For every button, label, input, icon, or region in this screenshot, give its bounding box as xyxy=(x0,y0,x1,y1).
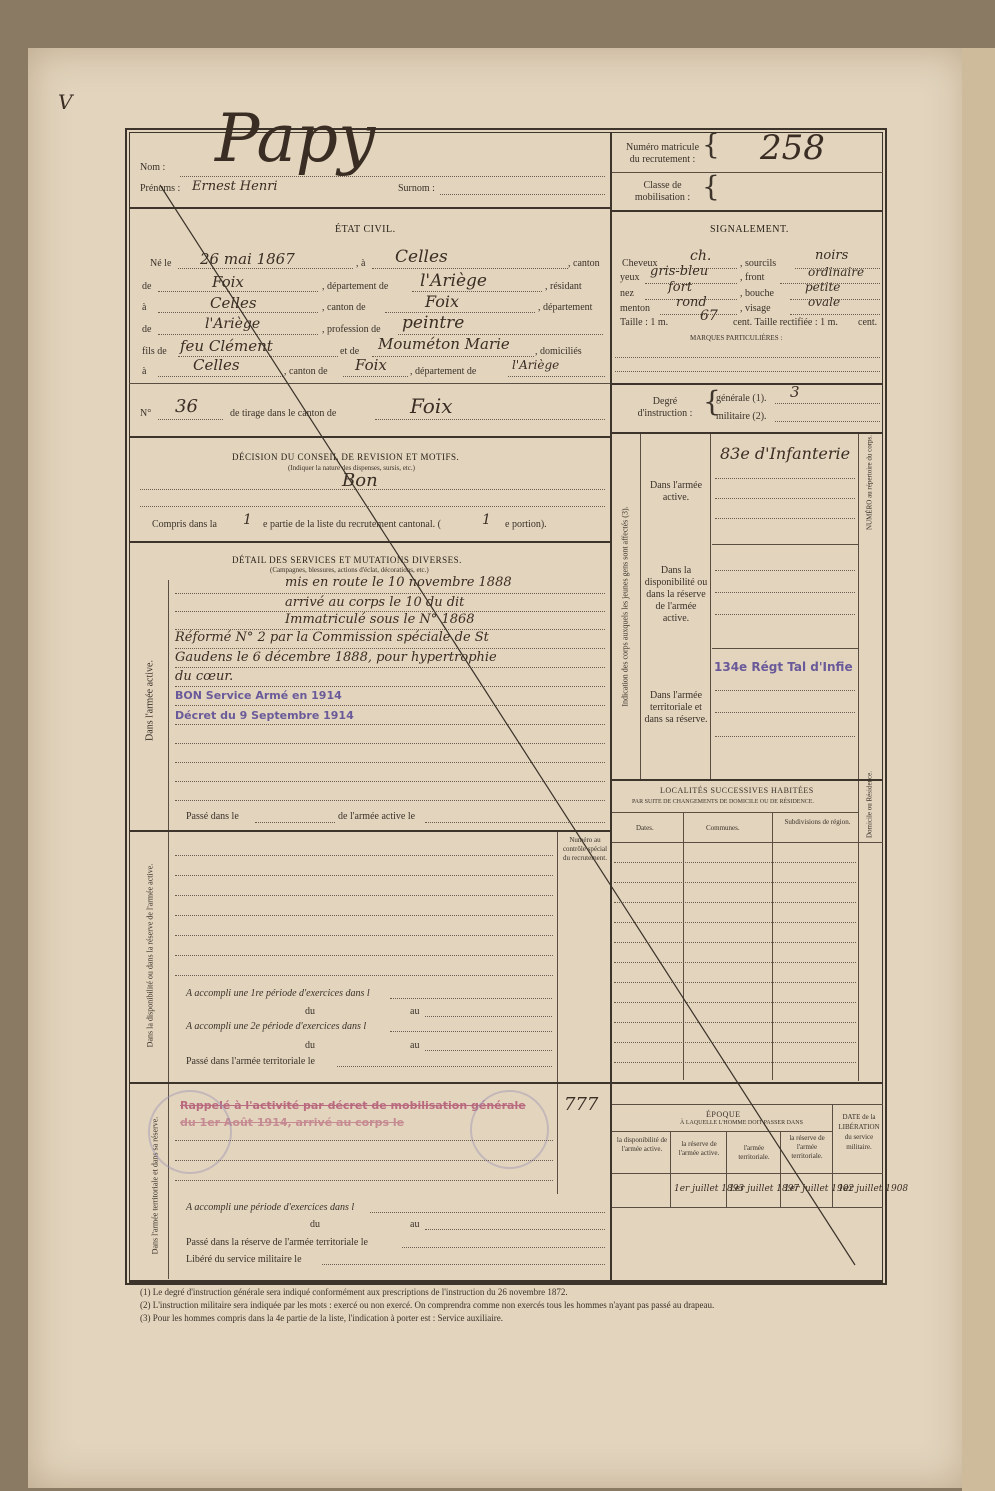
nickname-label: Surnom : xyxy=(398,183,435,194)
bouche-label: , bouche xyxy=(740,288,774,299)
a3-label: à xyxy=(142,366,147,377)
corps-reserve-label: Dans la disponibilité ou dans la réserve de l'armée active. xyxy=(644,565,708,624)
decision-value: Bon xyxy=(342,470,378,491)
visage-label: , visage xyxy=(740,303,771,314)
instruction-militaire-label: militaire (2). xyxy=(716,411,767,422)
residence-canton: Foix xyxy=(425,292,459,311)
terr-libere-label: Libéré du service militaire le xyxy=(186,1254,302,1265)
periode2-du: du xyxy=(305,1040,315,1051)
tirage-canton: Foix xyxy=(410,394,453,418)
matricule-brace: { xyxy=(702,128,720,161)
epoque-col-1: la disponibilité de l'armée active. xyxy=(616,1136,668,1153)
parents-canton: Foix xyxy=(355,356,387,374)
et-de-label: et de xyxy=(340,346,360,357)
firstname-value: Ernest Henri xyxy=(192,179,278,194)
corps-active-label: Dans l'armée active. xyxy=(649,480,703,503)
partie-value: 1 xyxy=(243,512,252,528)
matricule-value: 258 xyxy=(760,128,825,168)
surname-label: Nom : xyxy=(140,162,166,173)
passe-territoriale-label: Passé dans l'armée territoriale le xyxy=(186,1056,315,1067)
tirage-text: de tirage dans le canton de xyxy=(230,408,337,419)
localites-col-subdivisions: Subdivisions de région. xyxy=(784,818,851,826)
cheveux-label: Cheveux xyxy=(622,258,658,269)
epoque-value-5: 1er juillet 1908 xyxy=(838,1184,909,1194)
corps-territoriale-label: Dans l'armée territoriale et dans sa réserve. xyxy=(644,690,708,725)
father-value: feu Clément xyxy=(180,337,273,355)
service-stamp-2: Décret du 9 Septembre 1914 xyxy=(175,709,354,722)
menton-label: menton xyxy=(620,303,650,314)
localites-col-dates: Dates. xyxy=(636,824,654,832)
margin-check-mark: V xyxy=(58,90,73,114)
yeux-label: yeux xyxy=(620,272,640,283)
corps-numero-label: NUMÉRO au répertoire du corps. xyxy=(865,434,874,531)
terr-du: du xyxy=(310,1219,320,1230)
terr-side-label: Dans l'armée territoriale et dans sa réserve. xyxy=(150,1116,160,1255)
birth-date: 26 mai 1867 xyxy=(200,250,295,268)
periode1-du: du xyxy=(305,1006,315,1017)
etat-civil-title: ÉTAT CIVIL. xyxy=(335,224,396,235)
compris-label: Compris dans la xyxy=(152,519,217,530)
taille-rect-label: cent. Taille rectifiée : 1 m. xyxy=(733,317,838,328)
sourcils-label: , sourcils xyxy=(740,258,777,269)
decision-title: DÉCISION DU CONSEIL DE REVISION ET MOTIFS. xyxy=(232,452,460,462)
epoque-value-4: 1er juillet 1902 xyxy=(784,1184,855,1194)
canton-de2-label: , canton de xyxy=(284,366,328,377)
service-line-1: mis en route le 10 novembre 1888 xyxy=(285,575,512,590)
terr-number: 777 xyxy=(564,1094,599,1115)
fils-de-label: fils de xyxy=(142,346,167,357)
a2-label: à xyxy=(142,302,147,313)
de-label: de xyxy=(142,281,152,292)
epoque-date-title: DATE de la LIBÉRATION du service militaire. xyxy=(838,1113,880,1151)
signalement-title: SIGNALEMENT. xyxy=(710,224,789,235)
residant-label: , résidant xyxy=(545,281,582,292)
parents-dept: l'Ariège xyxy=(512,358,560,372)
services-title: DÉTAIL DES SERVICES ET MUTATIONS DIVERSES. xyxy=(232,555,462,565)
passe-active-label: Passé dans le xyxy=(186,811,239,822)
firstname-label: Prénoms : xyxy=(140,183,181,194)
terr-au: au xyxy=(410,1219,420,1230)
periode2-au: au xyxy=(410,1040,420,1051)
rappel-stamp-2: du 1er Août 1914, arrivé au corps le xyxy=(180,1116,405,1129)
epoque-col-4: la réserve de l'armée territoriale. xyxy=(789,1134,825,1160)
corps-territoriale-stamp: 134e Régt Tal d'Infie xyxy=(714,660,853,674)
epoque-subtitle: À LAQUELLE L'HOMME DOIT PASSER DANS xyxy=(680,1120,803,1126)
departement2-label: , département xyxy=(538,302,593,313)
canton-de-label: , canton de xyxy=(322,302,366,313)
epoque-value-3: 1er juillet 1897 xyxy=(729,1184,800,1194)
parents-place: Celles xyxy=(193,356,240,374)
residence-dept: l'Ariège xyxy=(205,316,261,332)
service-stamp-1: BON Service Armé en 1914 xyxy=(175,689,342,702)
service-line-4: Réformé N° 2 par la Commission spéciale de St xyxy=(175,630,489,645)
epoque-value-2: 1er juillet 1893 xyxy=(674,1184,745,1194)
periode1-label: A accompli une 1re période d'exercices dans l xyxy=(186,988,370,999)
services-side-label: Dans l'armée active. xyxy=(144,660,156,741)
periode1-au: au xyxy=(410,1006,420,1017)
service-line-2: arrivé au corps le 10 du dit xyxy=(285,595,465,610)
portion-text: e portion). xyxy=(505,519,547,530)
periode2-label: A accompli une 2e période d'exercices dans l xyxy=(186,1021,367,1032)
numero-controle-label: Numéro au contrôle spécial du recrutement. xyxy=(562,836,608,862)
tirage-no-value: 36 xyxy=(175,396,198,417)
departement-de2-label: , département de xyxy=(410,366,477,377)
departement-label: , département de xyxy=(322,281,389,292)
localites-title: LOCALITÉS SUCCESSIVES HABITÉES xyxy=(660,786,814,795)
taille-value: 67 xyxy=(700,308,718,324)
tirage-no-label: N° xyxy=(140,408,152,419)
profession-label: , profession de xyxy=(322,324,381,335)
epoque-col-2: la réserve de l'armée active. xyxy=(678,1140,720,1157)
birth-place: Celles xyxy=(395,247,448,267)
nez-label: nez xyxy=(620,288,634,299)
service-line-6: du cœur. xyxy=(175,669,234,684)
nez-value: fort xyxy=(668,280,693,295)
instruction-brace: { xyxy=(703,385,721,418)
matricule-label: Numéro matricule du recrutement : xyxy=(625,142,700,165)
partie-text: e partie de la liste du recrutement cantonal. ( xyxy=(263,519,441,530)
a-label: , à xyxy=(356,258,366,269)
de2-label: de xyxy=(142,324,152,335)
mother-value: Mouméton Marie xyxy=(378,335,510,353)
service-line-5: Gaudens le 6 décembre 1888, pour hypertrophie xyxy=(175,650,497,665)
localites-subtitle: PAR SUITE DE CHANGEMENTS DE DOMICILE OU DE RÉSIDENCE. xyxy=(632,799,814,805)
classe-label: Classe de mobilisation : xyxy=(634,180,691,203)
front-value: ordinaire xyxy=(808,265,865,279)
sourcils-value: noirs xyxy=(815,248,849,263)
bouche-value: petite xyxy=(805,280,841,294)
epoque-col-3: l'armée territoriale. xyxy=(738,1144,770,1161)
marques-label: MARQUES PARTICULIÈRES : xyxy=(690,334,783,342)
footnote-2: (2) L'instruction militaire sera indiquée par les mots : exercé ou non exercé. On comprendra comme non exercés tous les hommes n'ayant pas passé au drapeau. xyxy=(140,1300,715,1310)
services-subtitle: (Campagnes, blessures, actions d'éclat, décorations, etc.) xyxy=(270,566,429,574)
residence-value: Celles xyxy=(210,294,257,312)
ne-le-label: Né le xyxy=(150,258,172,269)
profession-value: peintre xyxy=(402,313,465,333)
instruction-generale-value: 3 xyxy=(790,383,800,401)
taille-label: Taille : 1 m. xyxy=(620,317,669,328)
passe-active-label-2: de l'armée active le xyxy=(338,811,416,822)
decision-subtitle: (Indiquer la nature des dispenses, sursis, etc.) xyxy=(288,464,415,472)
yeux-value: gris-bleu xyxy=(650,264,709,279)
canton-label: , canton xyxy=(568,258,600,269)
visage-value: ovale xyxy=(808,295,841,309)
epoque-title: ÉPOQUE xyxy=(706,1110,741,1119)
classe-brace: { xyxy=(702,170,720,203)
corps-active-value: 83e d'Infanterie xyxy=(720,444,851,463)
footnote-1: (1) Le degré d'instruction générale sera indiqué conformément aux prescriptions de l'instruction du 26 novembre 1872. xyxy=(140,1287,568,1297)
surname-value: Papy xyxy=(215,100,376,177)
canton-value: Foix xyxy=(212,273,244,291)
footnote-3: (3) Pour les hommes compris dans la 4e partie de la liste, l'indication à porter est : Service auxiliaire. xyxy=(140,1313,504,1323)
portion-value: 1 xyxy=(482,512,491,528)
menton-value: rond xyxy=(676,295,707,310)
instruction-generale-label: générale (1). xyxy=(716,393,767,404)
localites-col-communes: Communes. xyxy=(706,824,740,832)
localites-side-label: Domicile ou Résidence. xyxy=(865,770,874,839)
cent-label: cent. xyxy=(858,317,878,328)
departement-value: l'Ariège xyxy=(420,271,487,291)
cheveux-value: ch. xyxy=(690,248,712,264)
terr-passe-label: Passé dans la réserve de l'armée territoriale le xyxy=(186,1237,368,1248)
corps-side-label: Indication des corps auxquels les jeunes gens sont affectés (3). xyxy=(620,506,630,707)
instruction-label: Degré d'instruction : xyxy=(637,396,693,419)
rappel-stamp-1: Rappelé à l'activité par décret de mobilisation générale xyxy=(180,1099,526,1112)
dispo-side-label: Dans la disponibilité ou dans la réserve de l'armée active. xyxy=(145,863,155,1048)
terr-periode-label: A accompli une période d'exercices dans l xyxy=(186,1202,355,1213)
domicilies-label: , domiciliés xyxy=(535,346,582,357)
service-line-3: Immatriculé sous le N° 1868 xyxy=(285,612,475,627)
front-label: , front xyxy=(740,272,765,283)
